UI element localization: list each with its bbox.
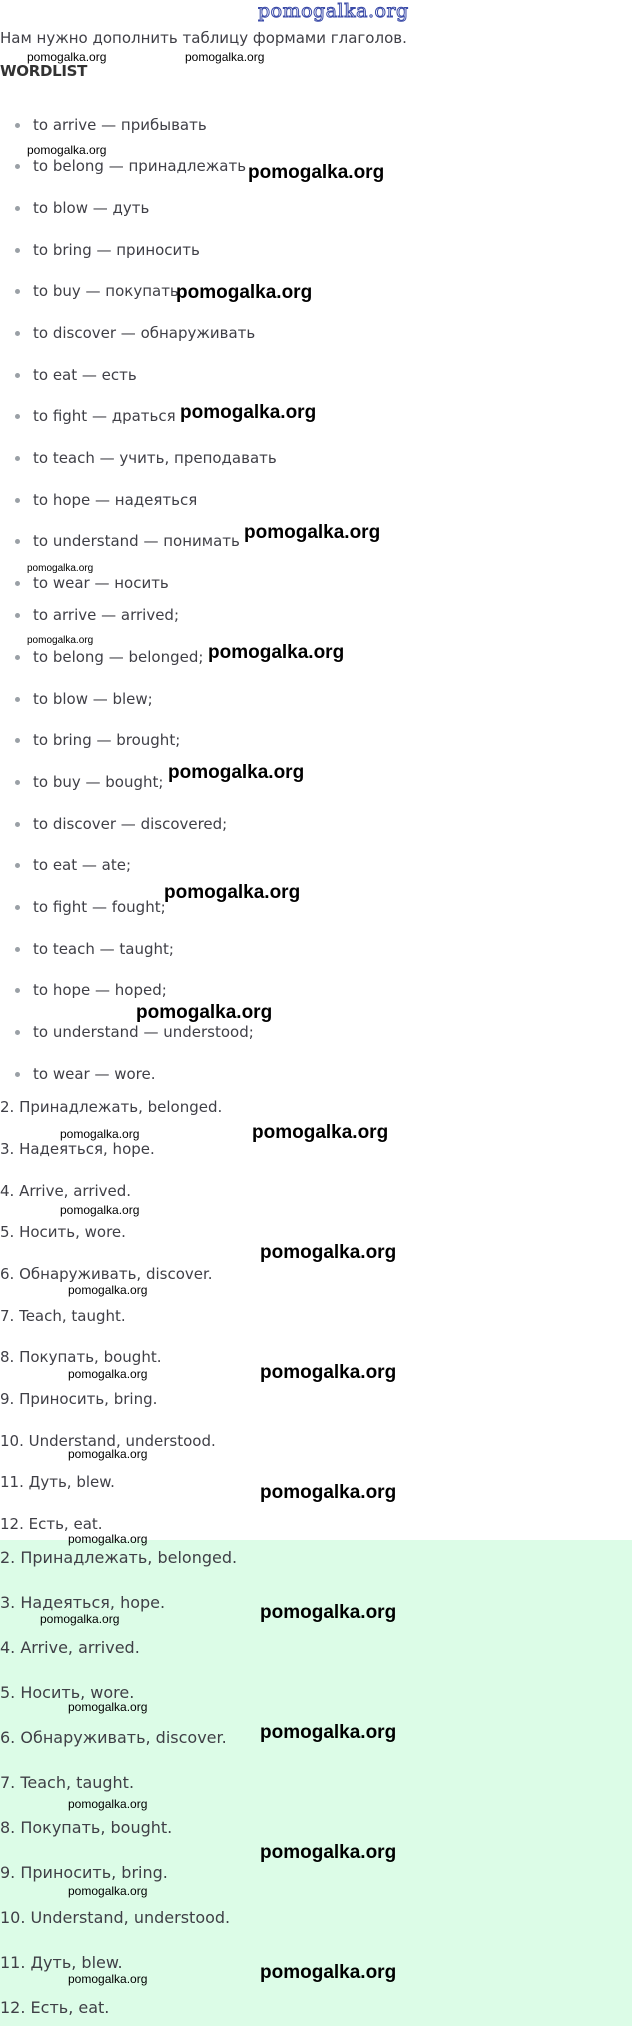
bullet-icon — [15, 988, 20, 993]
watermark: pomogalka.org — [176, 282, 313, 303]
answer-line: 9. Приносить, bring. — [0, 1390, 158, 1408]
watermark: pomogalka.org — [27, 563, 94, 574]
watermark: pomogalka.org — [136, 1002, 273, 1023]
watermark: pomogalka.org — [244, 522, 381, 543]
answer-box-line: 3. Надеяться, hope. — [0, 1593, 166, 1612]
bullet-icon — [15, 780, 20, 785]
watermark: pomogalka.org — [180, 402, 317, 423]
answer-box-line: 8. Покупать, bought. — [0, 1818, 173, 1837]
watermark: pomogalka.org — [40, 1612, 120, 1626]
list-item-text: to bring — brought; — [33, 731, 181, 749]
answer-box-line: 5. Носить, wore. — [0, 1683, 135, 1702]
site-logo[interactable]: pomogalka.org — [258, 0, 409, 22]
list-item-text: to fight — драться — [33, 407, 176, 425]
answer-line: 3. Надеяться, hope. — [0, 1140, 155, 1158]
list-item-text: to discover — discovered; — [33, 815, 228, 833]
list-item-text: to wear — носить — [33, 574, 169, 592]
answer-box-line: 10. Understand, understood. — [0, 1908, 231, 1927]
watermark: pomogalka.org — [248, 162, 385, 183]
answer-box-line: 11. Дуть, blew. — [0, 1953, 123, 1972]
watermark: pomogalka.org — [260, 1602, 397, 1623]
bullet-icon — [15, 498, 20, 503]
list-item-text: to blow — дуть — [33, 199, 150, 217]
list-item-text: to fight — fought; — [33, 898, 166, 916]
bullet-icon — [15, 123, 20, 128]
list-item-text: to eat — есть — [33, 366, 137, 384]
watermark: pomogalka.org — [68, 1367, 148, 1381]
bullet-icon — [15, 822, 20, 827]
watermark: pomogalka.org — [60, 1127, 140, 1141]
bullet-icon — [15, 1030, 20, 1035]
bullet-icon — [15, 738, 20, 743]
answer-line: 4. Arrive, arrived. — [0, 1182, 132, 1200]
bullet-icon — [15, 456, 20, 461]
answer-box-line: 7. Teach, taught. — [0, 1773, 135, 1792]
bullet-icon — [15, 905, 20, 910]
list-item-text: to hope — надеяться — [33, 491, 198, 509]
list-item-text: to bring — приносить — [33, 241, 200, 259]
answer-line: 2. Принадлежать, belonged. — [0, 1098, 223, 1116]
answer-line: 10. Understand, understood. — [0, 1432, 216, 1450]
bullet-icon — [15, 581, 20, 586]
list-item-text: to arrive — arrived; — [33, 606, 180, 624]
list-item-text: to blow — blew; — [33, 690, 153, 708]
watermark: pomogalka.org — [60, 1203, 140, 1217]
bullet-icon — [15, 539, 20, 544]
watermark: pomogalka.org — [168, 762, 305, 783]
answer-line: 8. Покупать, bought. — [0, 1348, 162, 1366]
watermark: pomogalka.org — [260, 1722, 397, 1743]
watermark: pomogalka.org — [68, 1532, 148, 1546]
answer-line: 11. Дуть, blew. — [0, 1473, 115, 1491]
bullet-icon — [15, 655, 20, 660]
list-item-text: to wear — wore. — [33, 1065, 156, 1083]
bullet-icon — [15, 331, 20, 336]
answer-box-line: 2. Принадлежать, belonged. — [0, 1548, 238, 1567]
bullet-icon — [15, 248, 20, 253]
watermark: pomogalka.org — [68, 1797, 148, 1811]
answer-line: 6. Обнаруживать, discover. — [0, 1265, 213, 1283]
watermark: pomogalka.org — [27, 635, 94, 646]
bullet-icon — [15, 863, 20, 868]
bullet-icon — [15, 164, 20, 169]
watermark: pomogalka.org — [68, 1972, 148, 1986]
watermark: pomogalka.org — [260, 1962, 397, 1983]
watermark: pomogalka.org — [260, 1362, 397, 1383]
answer-box-line: 9. Приносить, bring. — [0, 1863, 168, 1882]
bullet-icon — [15, 697, 20, 702]
list-item-text: to understand — understood; — [33, 1023, 254, 1041]
watermark: pomogalka.org — [27, 143, 107, 157]
watermark: pomogalka.org — [68, 1700, 148, 1714]
list-item-text: to understand — понимать — [33, 532, 240, 550]
watermark: pomogalka.org — [68, 1447, 148, 1461]
bullet-icon — [15, 1072, 20, 1077]
watermark: pomogalka.org — [208, 642, 345, 663]
answer-line: 12. Есть, eat. — [0, 1515, 103, 1533]
list-item-text: to belong — belonged; — [33, 648, 204, 666]
list-item-text: to belong — принадлежать — [33, 157, 247, 175]
watermark: pomogalka.org — [185, 50, 265, 64]
list-item-text: to buy — покупать — [33, 282, 179, 300]
bullet-icon — [15, 206, 20, 211]
watermark: pomogalka.org — [260, 1482, 397, 1503]
answer-line: 7. Teach, taught. — [0, 1307, 126, 1325]
bullet-icon — [15, 373, 20, 378]
answer-box-line: 6. Обнаруживать, discover. — [0, 1728, 227, 1747]
answer-box-line: 4. Arrive, arrived. — [0, 1638, 140, 1657]
intro-text: Нам нужно дополнить таблицу формами глаголов. — [0, 29, 407, 47]
watermark: pomogalka.org — [260, 1242, 397, 1263]
bullet-icon — [15, 947, 20, 952]
answer-line: 5. Носить, wore. — [0, 1223, 126, 1241]
watermark: pomogalka.org — [27, 50, 107, 64]
watermark: pomogalka.org — [260, 1842, 397, 1863]
list-item-text: to arrive — прибывать — [33, 116, 207, 134]
watermark: pomogalka.org — [68, 1283, 148, 1297]
bullet-icon — [15, 414, 20, 419]
list-item-text: to hope — hoped; — [33, 981, 167, 999]
list-item-text: to teach — taught; — [33, 940, 174, 958]
list-item-text: to eat — ate; — [33, 856, 132, 874]
bullet-icon — [15, 289, 20, 294]
watermark: pomogalka.org — [164, 882, 301, 903]
answer-box-line: 12. Есть, eat. — [0, 1998, 110, 2017]
list-item-text: to buy — bought; — [33, 773, 164, 791]
list-item-text: to teach — учить, преподавать — [33, 449, 277, 467]
watermark: pomogalka.org — [68, 1884, 148, 1898]
bullet-icon — [15, 613, 20, 618]
wordlist-title: WORDLIST — [0, 62, 88, 80]
list-item-text: to discover — обнаруживать — [33, 324, 256, 342]
watermark: pomogalka.org — [252, 1122, 389, 1143]
